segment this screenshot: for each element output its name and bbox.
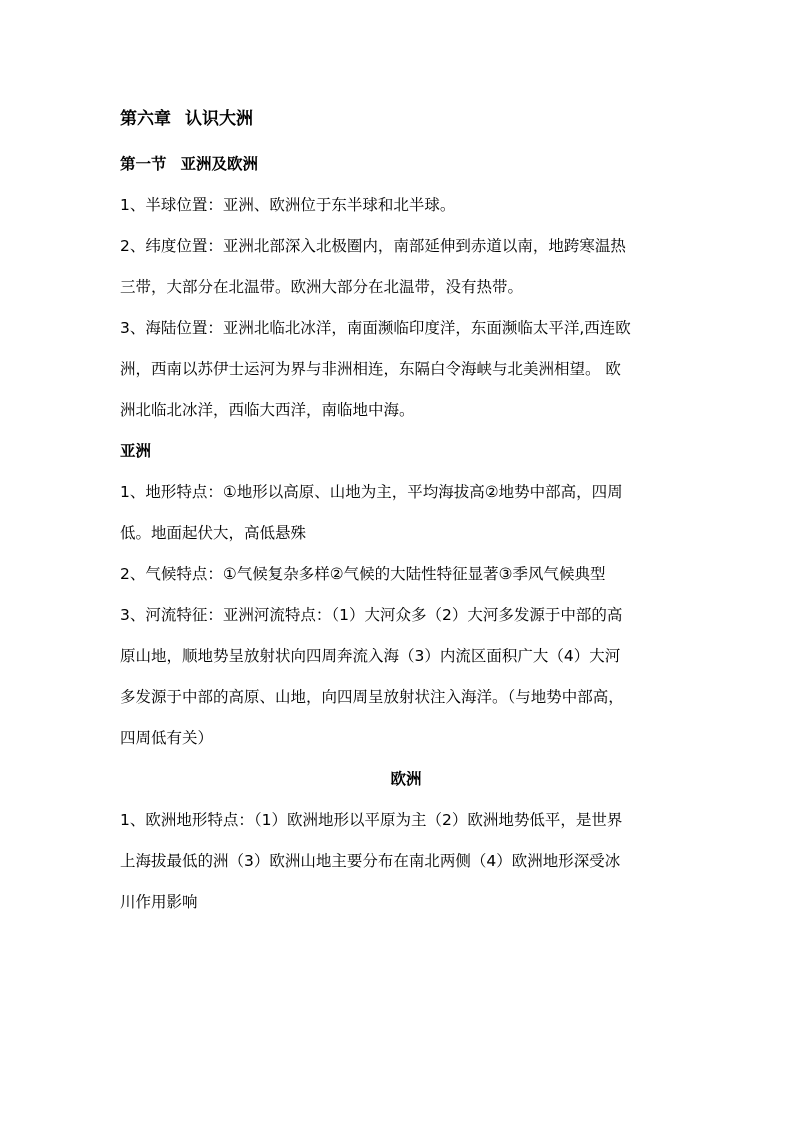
paragraph-line: 低。地面起伏大，高低悬殊 bbox=[120, 524, 307, 542]
paragraph-line: 1、地形特点：①地形以高原、山地为主，平均海拔高②地势中部高，四周 bbox=[120, 483, 623, 501]
paragraph-line: 2、纬度位置：亚洲北部深入北极圈内，南部延伸到赤道以南，地跨寒温热 bbox=[120, 237, 626, 255]
section-title bbox=[120, 144, 692, 185]
paragraph-line: 三带，大部分在北温带。欧洲大部分在北温带，没有热带。 bbox=[120, 278, 524, 296]
paragraph-line: 1、半球位置：亚洲、欧洲位于东半球和北半球。 bbox=[120, 196, 456, 214]
paragraph-line: 四周低有关） bbox=[120, 729, 214, 747]
paragraph-line: 洲，西南以苏伊士运河为界与非洲相连，东隔白令海峡与北美洲相望。 欧 bbox=[120, 360, 621, 378]
paragraph-line: 原山地，顺地势呈放射状向四周奔流入海（3）内流区面积广大（4）大河 bbox=[120, 647, 621, 665]
paragraph-line: 3、河流特征：亚洲河流特点：（1）大河众多（2）大河多发源于中部的高 bbox=[120, 606, 623, 624]
paragraph-line: 洲北临北冰洋，西临大西洋，南临地中海。 bbox=[120, 401, 415, 419]
paragraph-line: 1、欧洲地形特点：（1）欧洲地形以平原为主（2）欧洲地势低平，是世界 bbox=[120, 811, 623, 829]
paragraph-line: 多发源于中部的高原、山地，向四周呈放射状注入海洋。（与地势中部高， bbox=[120, 688, 624, 706]
section-number: 第一节 bbox=[120, 155, 167, 173]
chapter-title bbox=[120, 104, 692, 134]
section-name: 亚洲及欧洲 bbox=[180, 155, 259, 173]
paragraph-line: 3、海陆位置：亚洲北临北冰洋，南面濒临印度洋，东面濒临太平洋,西连欧 bbox=[120, 319, 631, 337]
paragraph-line: 上海拔最低的洲（3）欧洲山地主要分布在南北两侧（4）欧洲地形深受冰 bbox=[120, 852, 621, 870]
chapter-number: 第六章 bbox=[120, 109, 171, 129]
asia-heading: 亚洲 bbox=[120, 442, 152, 460]
paragraph-line: 川作用影响 bbox=[120, 893, 198, 911]
document-body bbox=[120, 104, 692, 923]
europe-heading: 欧洲 bbox=[390, 770, 422, 788]
chapter-name: 认识大洲 bbox=[185, 109, 253, 129]
paragraph-line: 2、气候特点：①气候复杂多样②气候的大陆性特征显著③季风气候典型 bbox=[120, 565, 606, 583]
